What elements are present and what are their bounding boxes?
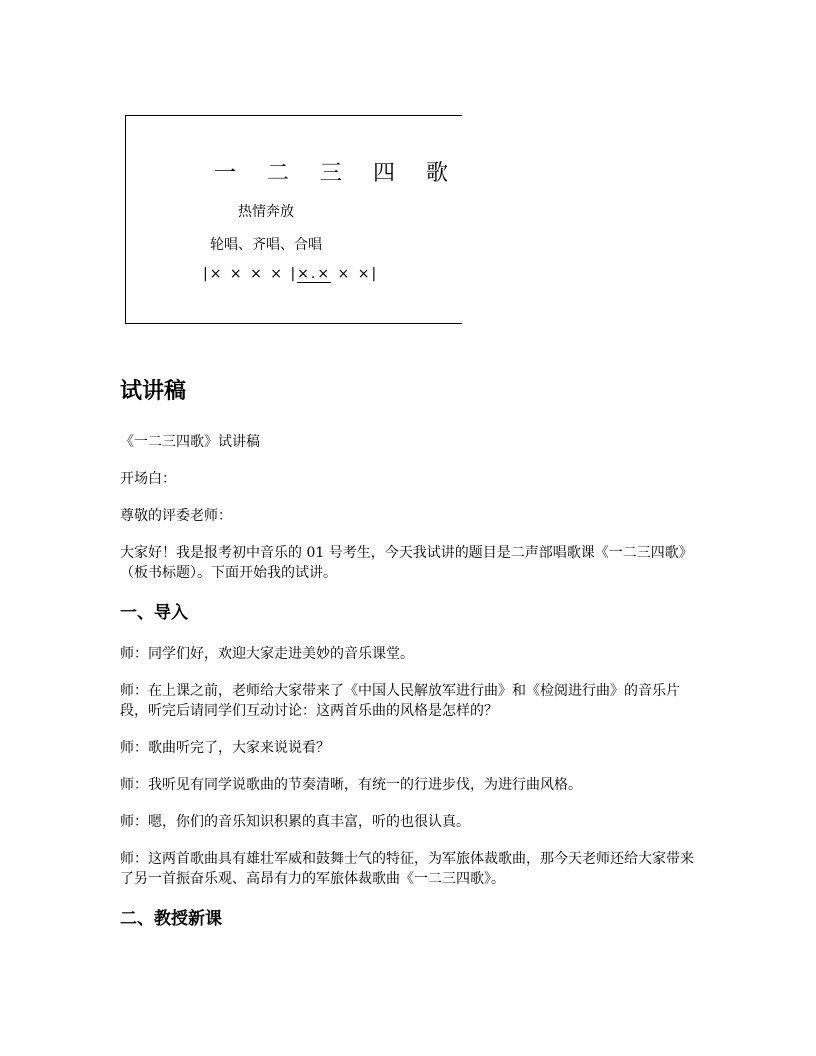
blackboard-design	[125, 115, 462, 324]
board-emotion: 热情奔放	[238, 204, 294, 220]
document-subtitle: 《一二三四歌》试讲稿	[120, 434, 260, 450]
paragraph: 师：这两首歌曲具有雄壮军威和鼓舞士气的特征，为军旅体裁歌曲，那今天老师还给大家带来了另一首振奋乐观、高昂有力的军旅体裁歌曲《一二三四歌》。	[120, 851, 694, 887]
paragraph: 师：在上课之前，老师给大家带来了《中国人民解放军进行曲》和《检阅进行曲》的音乐片段，听完后请同学们互动讨论：这两首乐曲的风格是怎样的？	[120, 683, 680, 719]
board-title: 一 二 三 四 歌	[214, 161, 460, 186]
section-heading-intro: 一、导入	[120, 603, 188, 623]
rhythm-dotted-pair: ×.×	[297, 266, 332, 282]
rhythm-bar-1: |× × × × |	[203, 266, 298, 282]
board-singing-forms: 轮唱、齐唱、合唱	[210, 237, 322, 253]
greeting: 尊敬的评委老师：	[120, 508, 232, 524]
board-rhythm	[203, 266, 378, 282]
rhythm-bar-2-rest: × ×|	[331, 266, 379, 282]
paragraph: 师：歌曲听完了，大家来说说看？	[120, 740, 330, 756]
page-title: 试讲稿	[120, 379, 187, 404]
paragraph: 师：我听见有同学说歌曲的节奏清晰，有统一的行进步伐，为进行曲风格。	[120, 777, 582, 793]
document-body	[120, 376, 700, 950]
paragraph: 师：同学们好，欢迎大家走进美妙的音乐课堂。	[120, 646, 414, 662]
paragraph: 师：嗯，你们的音乐知识积累的真丰富，听的也很认真。	[120, 814, 470, 830]
opening-label: 开场白：	[120, 471, 176, 487]
intro-paragraph: 大家好！我是报考初中音乐的 01 号考生，今天我试讲的题目是二声部唱歌课《一二三四歌》（板书标题）。下面开始我的试讲。	[120, 545, 693, 581]
section-heading-new-lesson: 二、教授新课	[120, 909, 222, 929]
